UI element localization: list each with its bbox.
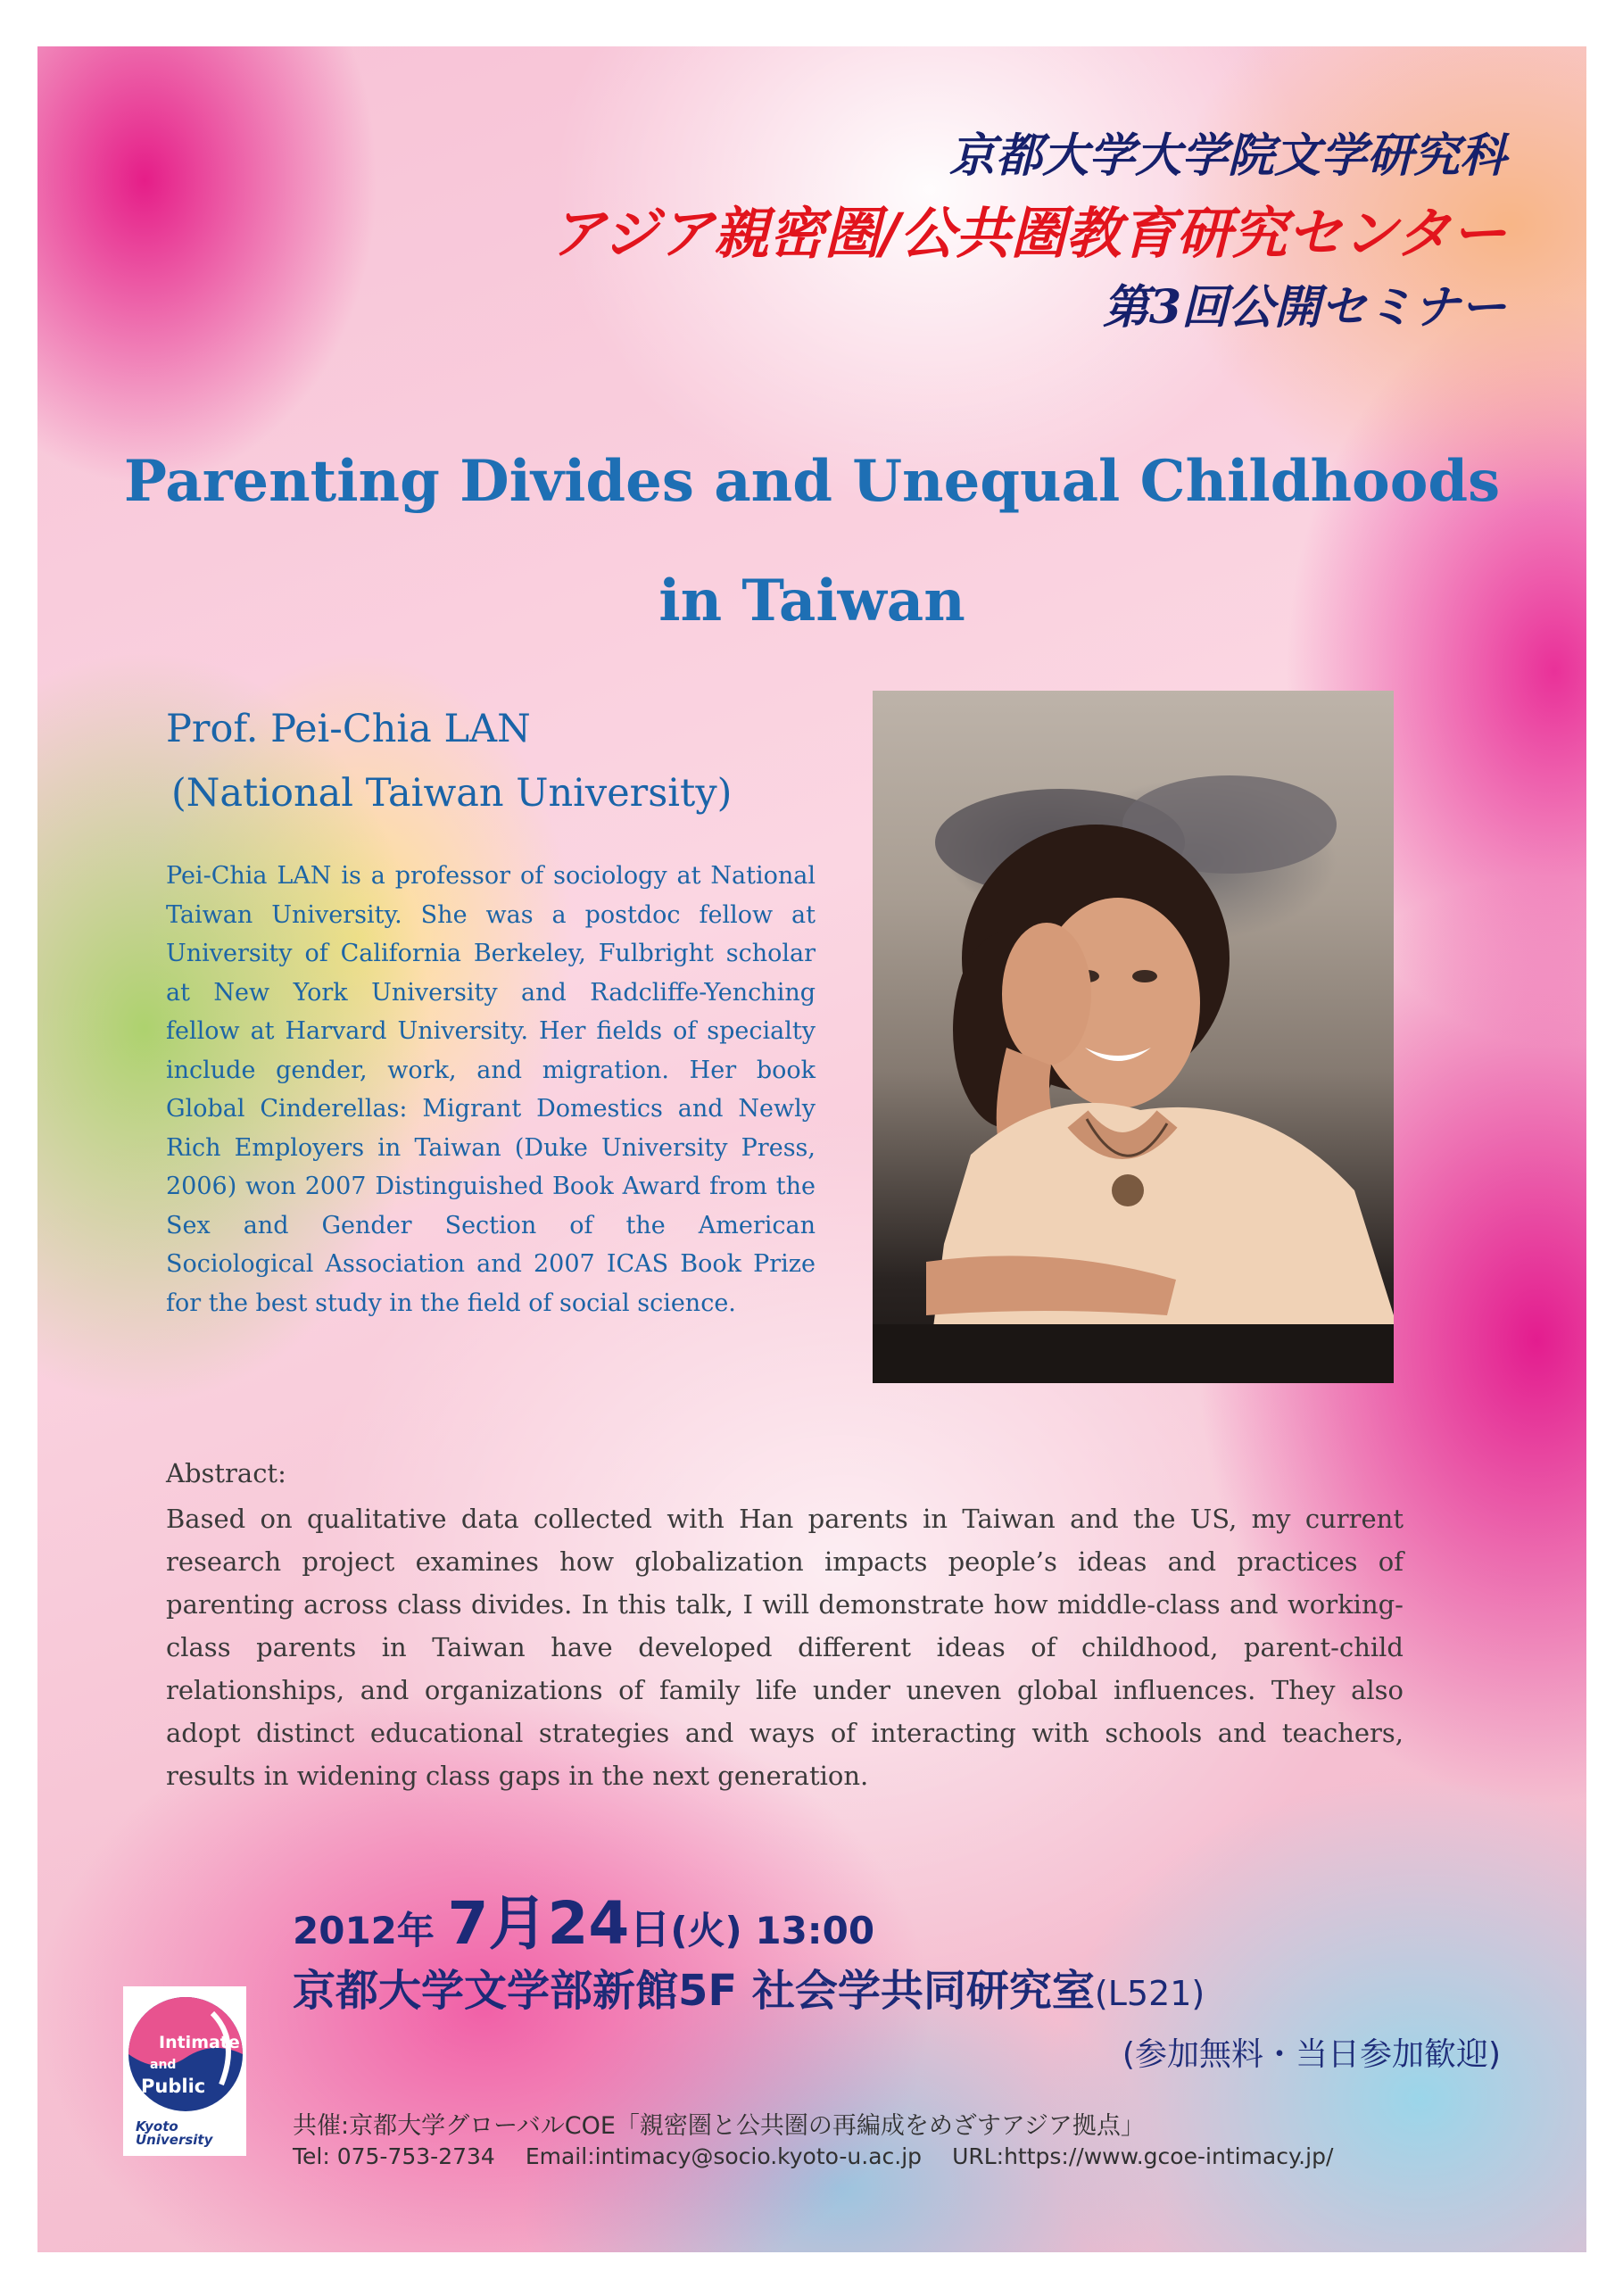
event-day: 24 xyxy=(547,1889,630,1958)
speaker-bio: Pei-Chia LAN is a professor of sociology at National Taiwan University. She was a postdoc fellow at University of California Berkeley, Fulbright scholar at New York University and Radcliffe-Yenching fellow at Harvard University. Her fields of specialty include gender, work, and migration. Her book Global Cinderellas: Migrant Domestics and Newly Rich Employers in Taiwan (Duke University Press, 2006) won 2007 Distinguished Book Award from the Sex and Gender Section of the American Sociological Association and 2007 ICAS Book Prize for the best study in the field of social science. xyxy=(166,862,816,1317)
contact-line xyxy=(293,2143,1363,2169)
intimate-and-public-logo xyxy=(123,1986,246,2156)
speaker-affiliation: (National Taiwan University) xyxy=(171,771,733,816)
research-center-heading: アジア親密圏/公共圏教育研究センター xyxy=(550,201,1506,266)
event-weekday: (火) xyxy=(670,1909,742,1952)
talk-title-line-2: in Taiwan xyxy=(658,568,965,634)
logo-text-kyoto-university xyxy=(136,2120,212,2147)
speaker-name: Prof. Pei-Chia LAN xyxy=(166,707,531,751)
event-year: 2012年 xyxy=(293,1909,435,1952)
abstract-text: Based on qualitative data collected with Han parents in Taiwan and the US, my current research project examines how globalization impacts people’s ideas and practices of parenting across class divides. In this talk, I will demonstrate how middle-class and working-class parents in Taiwan have developed different ideas of childhood, parent-child relationships, and organizations of family life under uneven global influences. They also adopt distinct educational strategies and ways of interacting with schools and teachers, results in widening class gaps in the next generation. xyxy=(166,1504,1404,1791)
contact-tel: Tel: 075-753-2734 xyxy=(293,2143,495,2169)
logo-text-university: University xyxy=(136,2132,213,2148)
logo-text-public: Public xyxy=(141,2076,206,2097)
seminar-number-heading: 第3回公開セミナー xyxy=(1102,280,1506,335)
contact-email: Email:intimacy@socio.kyoto-u.ac.jp xyxy=(525,2143,923,2169)
seminar-poster xyxy=(37,46,1586,2252)
abstract-label: Abstract: xyxy=(166,1458,286,1488)
event-day-suffix: 日 xyxy=(629,1905,671,1953)
admission-note: (参加無料・当日参加歓迎) xyxy=(1122,2036,1501,2073)
contact-url[interactable]: URL:https://www.gcoe-intimacy.jp/ xyxy=(952,2143,1334,2169)
graduate-school-heading: 京都大学大学院文学研究科 xyxy=(948,128,1506,183)
talk-title-line-1: Parenting Divides and Unequal Childhoods xyxy=(123,448,1501,515)
venue-name: 京都大学文学部新館5F 社会学共同研究室 xyxy=(293,1966,1095,2016)
speaker-photo-illustration xyxy=(873,691,1394,1383)
speaker-photo xyxy=(873,691,1394,1383)
co-sponsor-line: 共催:京都大学グローバルCOE「親密圏と公共圏の再編成をめざすアジア拠点」 xyxy=(293,2112,1145,2140)
logo-text-intimate: Intimate xyxy=(159,2033,240,2052)
event-venue xyxy=(293,1956,1205,2018)
event-month: 7月 xyxy=(447,1889,548,1958)
logo-text-and: and xyxy=(150,2058,177,2072)
event-time: 13:00 xyxy=(755,1909,875,1952)
venue-room: (L521) xyxy=(1094,1974,1205,2013)
logo-text-kyoto: Kyoto xyxy=(136,2118,178,2134)
event-date-time xyxy=(293,1876,874,1960)
